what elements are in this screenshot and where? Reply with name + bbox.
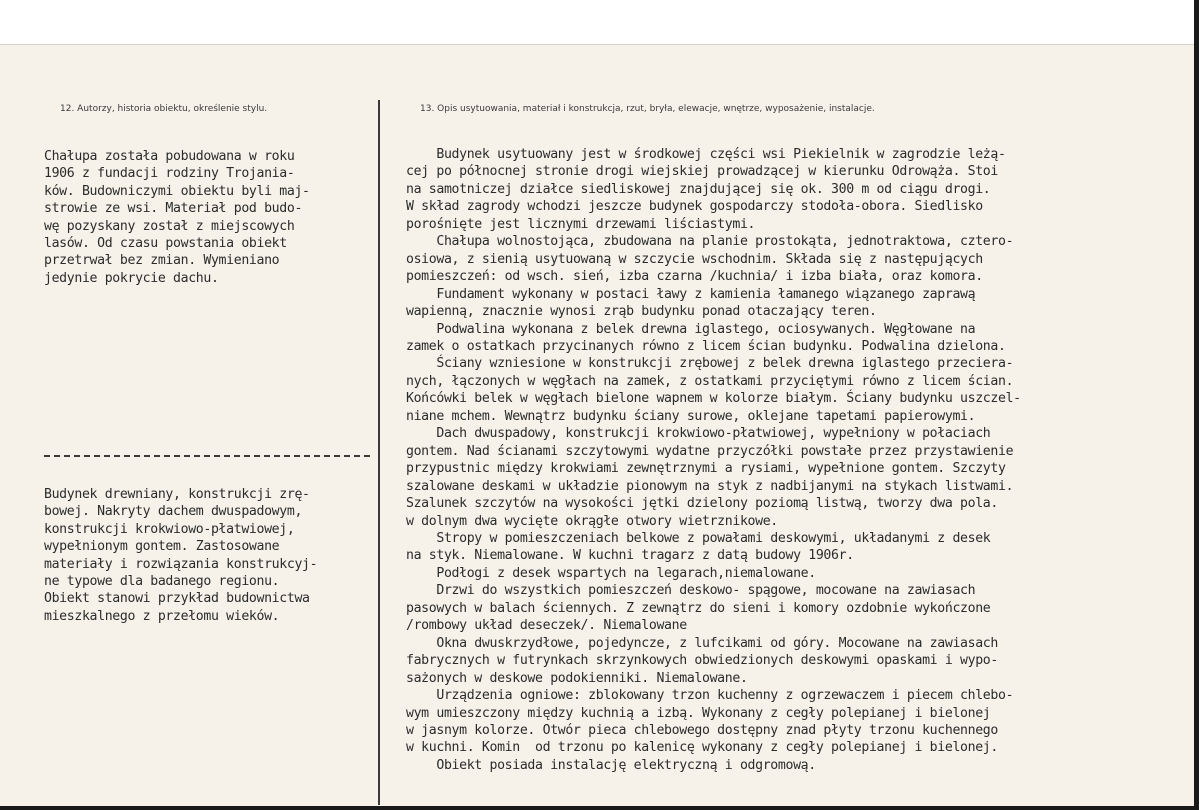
scan-bottom-edge [0,806,1199,810]
history-text: Chałupa została pobudowana w roku 1906 z fundacji rodziny Trojania- ków. Budowniczymi obiektu byli maj- strowie ze wsi. Materiał pod budo- wę pozyskany został z miejscowych lasów. Od czasu powstania obiekt przetrwał bez zmian. Wymieniano jedynie pokrycie dachu. [44,149,310,286]
section-13-header: 13. Opis usytuowania, materiał i konstrukcja, rzut, bryła, elewacje, wnętrze, wyposażenie, instalacje. [420,104,875,114]
description-text: Budynek usytuowany jest w środkowej części wsi Piekielnik w zagrodzie leżą- cej po północnej stronie drogi wiejskiej prowadzącej w kierunku Odrowąża. Stoi na samotniczej działce siedliskowej znajdującej się ok. 300 m od ciągu drogi. W skład zagrody wchodzi jeszcze budynek gospodarczy stodoła-obora. Siedlisko porośnięte jest licznymi drzewami liściastymi. Chałupa wolnostojąca, zbudowana na planie prostokąta, jednotraktowa, cztero- osiowa, z sienią usytuowaną w szczycie wschodnim. Składa się z następujących pomieszczeń: od wsch. sień, izba czarna /kuchnia/ i izba biała, oraz komora. Fundament wykonany w postaci ławy z kamienia łamanego wiązanego zaprawą wapienną, znacznie wynosi zrąb budynku ponad otaczający teren. Podwalina wykonana z belek drewna iglastego, ociosywanych. Węgłowane na zamek o ostatkach przycinanych równo z licem ścian budynku. Podwalina dzielona. Ściany wzniesione w konstrukcji zrębowej z belek drewna iglastego przeciera- nych, łączonych w węgłach na zamek, z ostatkami przyciętymi równo z licem ścian. Końcówki belek w węgłach bielone wapnem w kolorze białym. Ściany budynku uszczel- niane mchem. Wewnątrz budynku ściany surowe, oklejane tapetami papierowymi. Dach dwuspadowy, konstrukcji krokwiowo-płatwiowej, wypełniony w połaciach gontem. Nad ścianami szczytowymi wydatne przyczółki powstałe przez przystawienie przypustnic między krokwiami zewnętrznymi a rysiami, wypełnione gontem. Szczyty szalowane deskami w układzie pionowym na styk z nadbijanymi na stykach listwami. Szalunek szczytów na wysokości jętki dzielony poziomą listwą, tworzy dwa pola. w dolnym dwa wycięte okrągłe otwory wietrznikowe. Stropy w pomieszczeniach belkowe z powałami deskowymi, układanymi z desek na styk. Niemalowane. W kuchni tragarz z datą budowy 1906r. Podłogi z desek wspartych na legarach,niemalowane. Drzwi do wszystkich pomieszczeń deskowo- spągowe, mocowane na zawiasach pasowych w balach ściennych. Z zewnątrz do sieni i komory ozdobnie wykończone /rombowy układ deseczek/. Niemalowane Okna dwuskrzydłowe, pojedyncze, z lufcikami od góry. Mocowane na zawiasach fabrycznych w futrynkach skrzynkowych obwiedzionych deskowymi opaskami i wypo- sażonych w deskowe podokienniki. Niemalowane. Urządzenia ogniowe: zblokowany trzon kuchenny z ogrzewaczem i piecem chlebo- wym umieszczony między kuchnią a izbą. Wykonany z cegły polepianej i bielonej w jasnym kolorze. Otwór pieca chlebowego dostępny znad płyty trzonu kuchennego w kuchni. Komin od trzonu po kalenicę wykonany z cegły polepianej i bielonej. Obiekt posiada instalację elektryczną i odgromową. [406,147,1021,773]
column-divider [378,100,380,805]
dashed-separator [44,455,370,457]
style-text: Budynek drewniany, konstrukcji zrę- bowej. Nakryty dachem dwuspadowym, konstrukcji krokwiowo-płatwiowej, wypełnionym gontem. Zastosowane materiały i rozwiązania konstrukcyj- ne typowe dla badanego regionu. Obiekt stanowi przykład budownictwa mieszkalnego z przełomu wieków. [44,487,318,624]
scan-right-edge [1194,0,1199,810]
section-12-header: 12. Autorzy, historia obiektu, określenie stylu. [60,104,268,114]
scan-top-margin [0,0,1199,45]
